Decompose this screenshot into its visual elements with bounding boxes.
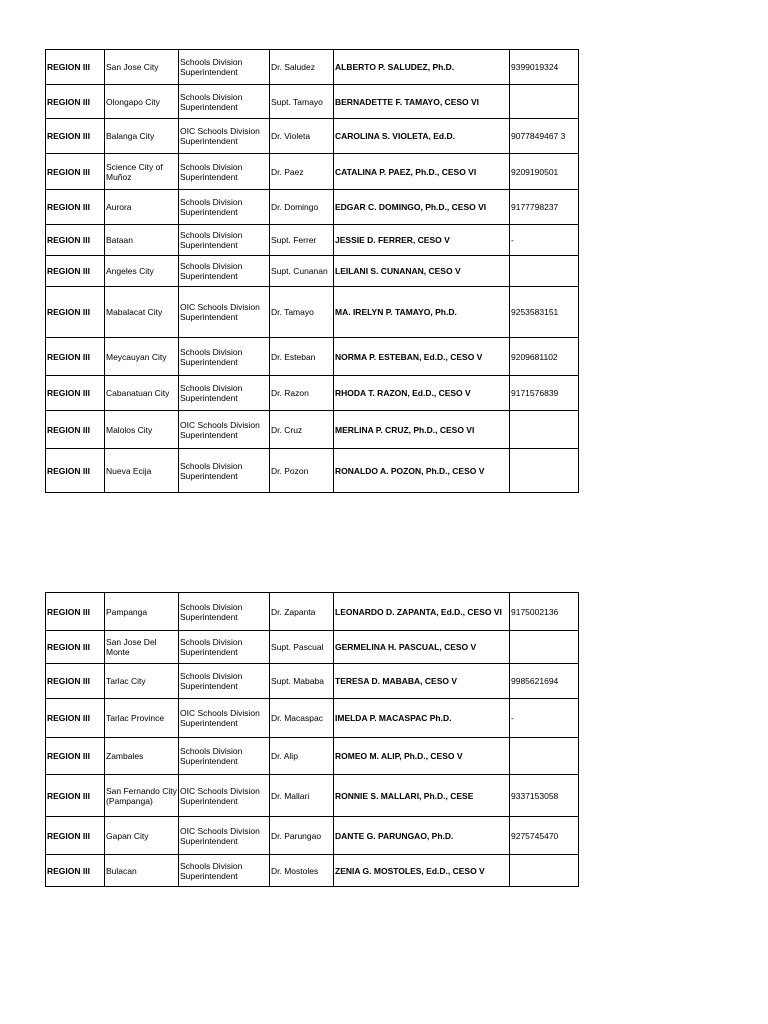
table-row — [46, 664, 579, 699]
short-name-cell: Dr. Mostoles — [270, 855, 334, 887]
division-cell: Pampanga — [105, 593, 179, 631]
full-name-cell: EDGAR C. DOMINGO, Ph.D., CESO VI — [334, 190, 510, 225]
phone-cell: 9275745470 — [510, 817, 579, 855]
table-row — [46, 190, 579, 225]
full-name-cell: CAROLINA S. VIOLETA, Ed.D. — [334, 119, 510, 154]
division-cell: Tarlac Province — [105, 699, 179, 738]
phone-cell: 9175002136 — [510, 593, 579, 631]
position-cell: Schools Division Superintendent — [179, 190, 270, 225]
short-name-cell: Dr. Parungao — [270, 817, 334, 855]
division-cell: Meycauyan City — [105, 338, 179, 376]
region-cell: REGION III — [46, 154, 105, 190]
division-cell: Cabanatuan City — [105, 376, 179, 411]
table-row — [46, 338, 579, 376]
phone-cell: 9177798237 — [510, 190, 579, 225]
phone-cell: 9209681102 — [510, 338, 579, 376]
short-name-cell: Dr. Esteban — [270, 338, 334, 376]
division-cell: Nueva Ecija — [105, 449, 179, 493]
table-row — [46, 154, 579, 190]
division-cell: Tarlac City — [105, 664, 179, 699]
position-cell: OIC Schools Division Superintendent — [179, 817, 270, 855]
division-cell: Olongapo City — [105, 85, 179, 119]
full-name-cell: GERMELINA H. PASCUAL, CESO V — [334, 631, 510, 664]
division-cell: San Jose City — [105, 50, 179, 85]
phone-cell: 9171576839 — [510, 376, 579, 411]
region-cell: REGION III — [46, 449, 105, 493]
short-name-cell: Dr. Domingo — [270, 190, 334, 225]
short-name-cell: Dr. Macaspac — [270, 699, 334, 738]
table-row — [46, 738, 579, 775]
full-name-cell: ROMEO M. ALIP, Ph.D., CESO V — [334, 738, 510, 775]
table-row — [46, 411, 579, 449]
region-cell: REGION III — [46, 855, 105, 887]
division-cell: Gapan City — [105, 817, 179, 855]
position-cell: Schools Division Superintendent — [179, 256, 270, 287]
division-cell: Balanga City — [105, 119, 179, 154]
region-cell: REGION III — [46, 775, 105, 817]
table-row — [46, 256, 579, 287]
position-cell: Schools Division Superintendent — [179, 738, 270, 775]
phone-cell — [510, 256, 579, 287]
position-cell: Schools Division Superintendent — [179, 154, 270, 190]
position-cell: Schools Division Superintendent — [179, 338, 270, 376]
table-row — [46, 631, 579, 664]
phone-cell — [510, 631, 579, 664]
region-cell: REGION III — [46, 119, 105, 154]
short-name-cell: Dr. Tamayo — [270, 287, 334, 338]
position-cell: OIC Schools Division Superintendent — [179, 699, 270, 738]
short-name-cell: Dr. Razon — [270, 376, 334, 411]
region-cell: REGION III — [46, 85, 105, 119]
region-cell: REGION III — [46, 593, 105, 631]
region-cell: REGION III — [46, 190, 105, 225]
full-name-cell: TERESA D. MABABA, CESO V — [334, 664, 510, 699]
short-name-cell: Dr. Pozon — [270, 449, 334, 493]
short-name-cell: Supt. Pascual — [270, 631, 334, 664]
full-name-cell: ZENIA G. MOSTOLES, Ed.D., CESO V — [334, 855, 510, 887]
position-cell: Schools Division Superintendent — [179, 225, 270, 256]
region-cell: REGION III — [46, 664, 105, 699]
division-cell: Mabalacat City — [105, 287, 179, 338]
full-name-cell: LEONARDO D. ZAPANTA, Ed.D., CESO VI — [334, 593, 510, 631]
full-name-cell: RHODA T. RAZON, Ed.D., CESO V — [334, 376, 510, 411]
division-cell: Angeles City — [105, 256, 179, 287]
region-cell: REGION III — [46, 699, 105, 738]
table-row — [46, 225, 579, 256]
short-name-cell: Dr. Cruz — [270, 411, 334, 449]
full-name-cell: LEILANI S. CUNANAN, CESO V — [334, 256, 510, 287]
division-cell: Zambales — [105, 738, 179, 775]
region-cell: REGION III — [46, 817, 105, 855]
division-cell: Bulacan — [105, 855, 179, 887]
phone-cell: 9209190501 — [510, 154, 579, 190]
short-name-cell: Supt. Mababa — [270, 664, 334, 699]
region-cell: REGION III — [46, 631, 105, 664]
table-row — [46, 85, 579, 119]
table-row — [46, 775, 579, 817]
table-row — [46, 817, 579, 855]
phone-cell: 9337153058 — [510, 775, 579, 817]
short-name-cell: Supt. Tamayo — [270, 85, 334, 119]
position-cell: Schools Division Superintendent — [179, 85, 270, 119]
phone-cell: 9985621694 — [510, 664, 579, 699]
region-cell: REGION III — [46, 738, 105, 775]
position-cell: Schools Division Superintendent — [179, 376, 270, 411]
region-cell: REGION III — [46, 256, 105, 287]
region-cell: REGION III — [46, 225, 105, 256]
phone-cell — [510, 85, 579, 119]
position-cell: Schools Division Superintendent — [179, 631, 270, 664]
full-name-cell: ALBERTO P. SALUDEZ, Ph.D. — [334, 50, 510, 85]
superintendents-table-2 — [45, 592, 579, 887]
short-name-cell: Dr. Alip — [270, 738, 334, 775]
phone-cell: 9077849467 3 — [510, 119, 579, 154]
region-cell: REGION III — [46, 411, 105, 449]
division-cell: Malolos City — [105, 411, 179, 449]
position-cell: Schools Division Superintendent — [179, 449, 270, 493]
position-cell: OIC Schools Division Superintendent — [179, 119, 270, 154]
phone-cell: - — [510, 699, 579, 738]
phone-cell: 9253583151 — [510, 287, 579, 338]
phone-cell: 9399019324 — [510, 50, 579, 85]
short-name-cell: Dr. Violeta — [270, 119, 334, 154]
region-cell: REGION III — [46, 338, 105, 376]
full-name-cell: MERLINA P. CRUZ, Ph.D., CESO VI — [334, 411, 510, 449]
table-row — [46, 50, 579, 85]
short-name-cell: Dr. Paez — [270, 154, 334, 190]
region-cell: REGION III — [46, 50, 105, 85]
region-cell: REGION III — [46, 287, 105, 338]
region-cell: REGION III — [46, 376, 105, 411]
full-name-cell: JESSIE D. FERRER, CESO V — [334, 225, 510, 256]
full-name-cell: IMELDA P. MACASPAC Ph.D. — [334, 699, 510, 738]
full-name-cell: CATALINA P. PAEZ, Ph.D., CESO VI — [334, 154, 510, 190]
division-cell: San Jose Del Monte — [105, 631, 179, 664]
table-row — [46, 449, 579, 493]
table-row — [46, 119, 579, 154]
superintendents-table-1 — [45, 49, 579, 493]
phone-cell: - — [510, 225, 579, 256]
position-cell: Schools Division Superintendent — [179, 593, 270, 631]
phone-cell — [510, 855, 579, 887]
division-cell: Bataan — [105, 225, 179, 256]
phone-cell — [510, 738, 579, 775]
position-cell: OIC Schools Division Superintendent — [179, 287, 270, 338]
position-cell: OIC Schools Division Superintendent — [179, 775, 270, 817]
table-row — [46, 287, 579, 338]
phone-cell — [510, 411, 579, 449]
short-name-cell: Dr. Mallari — [270, 775, 334, 817]
division-cell: Science City of Muñoz — [105, 154, 179, 190]
full-name-cell: NORMA P. ESTEBAN, Ed.D., CESO V — [334, 338, 510, 376]
table-row — [46, 855, 579, 887]
full-name-cell: RONNIE S. MALLARI, Ph.D., CESE — [334, 775, 510, 817]
division-cell: Aurora — [105, 190, 179, 225]
position-cell: Schools Division Superintendent — [179, 855, 270, 887]
full-name-cell: MA. IRELYN P. TAMAYO, Ph.D. — [334, 287, 510, 338]
short-name-cell: Supt. Ferrer — [270, 225, 334, 256]
short-name-cell: Dr. Saludez — [270, 50, 334, 85]
table-row — [46, 699, 579, 738]
full-name-cell: DANTE G. PARUNGAO, Ph.D. — [334, 817, 510, 855]
position-cell: OIC Schools Division Superintendent — [179, 411, 270, 449]
position-cell: Schools Division Superintendent — [179, 50, 270, 85]
full-name-cell: RONALDO A. POZON, Ph.D., CESO V — [334, 449, 510, 493]
position-cell: Schools Division Superintendent — [179, 664, 270, 699]
division-cell: San Fernando City (Pampanga) — [105, 775, 179, 817]
table-row — [46, 376, 579, 411]
full-name-cell: BERNADETTE F. TAMAYO, CESO VI — [334, 85, 510, 119]
table-row — [46, 593, 579, 631]
short-name-cell: Supt. Cunanan — [270, 256, 334, 287]
phone-cell — [510, 449, 579, 493]
short-name-cell: Dr. Zapanta — [270, 593, 334, 631]
